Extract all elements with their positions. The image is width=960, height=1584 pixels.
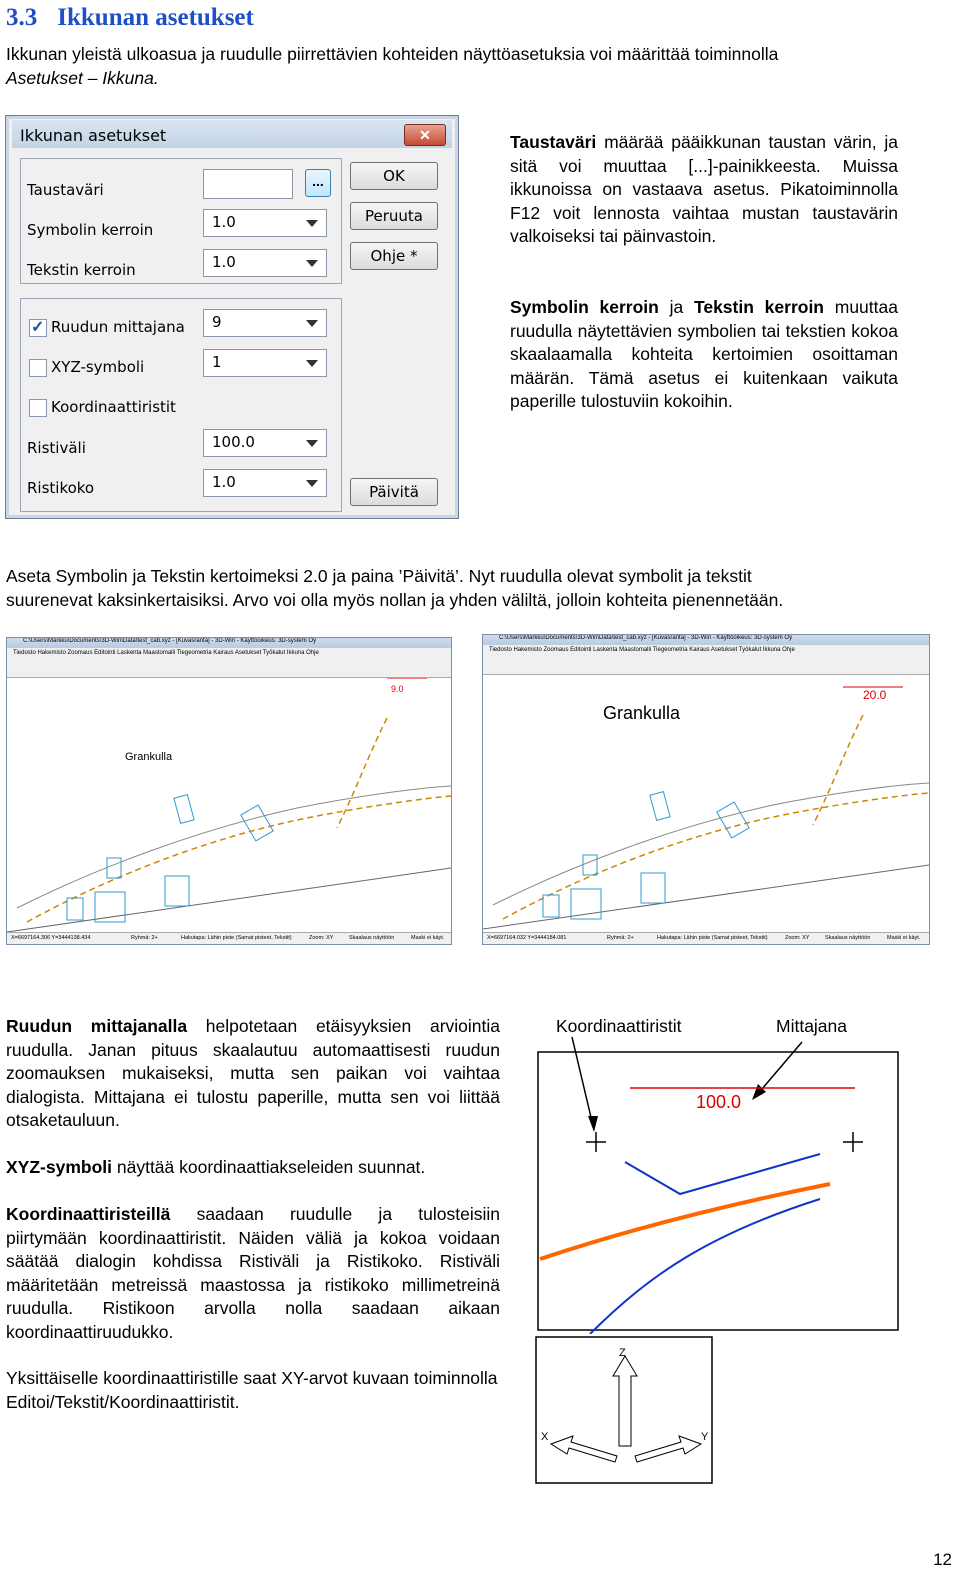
crosshair-figure xyxy=(530,1034,910,1334)
symbolin-kerroin-select[interactable] xyxy=(203,209,327,237)
status-zoom: Zoom: XY xyxy=(785,935,810,941)
app-toolbar[interactable] xyxy=(483,656,929,675)
section-number: 3.3 xyxy=(6,4,38,31)
ja-word: ja xyxy=(658,297,694,317)
building xyxy=(650,792,670,821)
chevron-down-icon xyxy=(306,220,318,227)
koordinaattiristit-paragraph xyxy=(6,1203,500,1344)
app-title: C:\Users\Markku\Documents\3D-Win\Data\test_cab.xyz - [Kuvasranta] - 3D-Win - Käyttöoikeus: 3D-system Oy xyxy=(23,638,317,644)
settings-dialog xyxy=(5,115,459,519)
ristivali-value: 100.0 xyxy=(212,433,255,451)
taustavari-term: Taustaväri xyxy=(510,132,597,152)
taustavari-desc: määrää pääikkunan taustan värin, ja sitä voi muuttaa [...]-painikkeesta. Muissa ikkunoissa on vastaava asetus. Pikatoiminnolla F12 voit lennosta vaihtaa mustan taustavärin valkoiseksi tai päinvastoin. xyxy=(510,132,898,246)
axis-x-label: X xyxy=(541,1431,549,1443)
xyz-desc: näyttää koordinaattiakseleiden suunnat. xyxy=(112,1157,426,1177)
app-titlebar xyxy=(483,635,929,645)
map-screenshot-after xyxy=(482,634,930,945)
symbolin-term: Symbolin kerroin xyxy=(510,297,659,317)
ristikoko-label: Ristikoko xyxy=(27,479,95,497)
building xyxy=(543,895,559,917)
road-edge xyxy=(483,865,929,929)
chevron-down-icon xyxy=(306,260,318,267)
building xyxy=(717,802,749,838)
road-line xyxy=(813,715,863,825)
status-mask: Maski ei käyt. xyxy=(411,935,445,941)
intro-line-2: Asetukset – Ikkuna. xyxy=(6,67,159,88)
section-title: Ikkunan asetukset xyxy=(57,4,254,31)
ristivali-select[interactable] xyxy=(203,429,327,457)
status-group: Ryhmä: 2+ xyxy=(131,935,158,941)
xyz-figure xyxy=(535,1336,715,1486)
axis-z-label: Z xyxy=(619,1347,626,1359)
section-heading xyxy=(6,4,254,32)
building xyxy=(174,795,194,824)
app-titlebar xyxy=(7,638,451,648)
map-place-label: Grankulla xyxy=(603,703,681,723)
axis-y-label: Y xyxy=(701,1431,709,1443)
xyz-paragraph xyxy=(6,1156,500,1180)
status-coords: X=6697164.306 Y=3444138.434 xyxy=(11,935,91,941)
display-group xyxy=(20,158,342,284)
browse-button[interactable]: ... xyxy=(305,169,331,197)
chevron-down-icon xyxy=(306,480,318,487)
scale-value: 100.0 xyxy=(696,1092,742,1112)
kerroin-paragraph xyxy=(510,296,898,414)
road-edge xyxy=(7,868,451,932)
app-title: C:\Users\Markku\Documents\3D-Win\Data\test_cab.xyz - [Kuvasranta] - 3D-Win - Käyttöoikeus: 3D-system Oy xyxy=(499,635,793,641)
map-screenshot-before xyxy=(6,637,452,945)
map-canvas[interactable] xyxy=(483,675,929,932)
app-statusbar xyxy=(7,932,451,944)
label-mittajana: Mittajana xyxy=(776,1016,848,1036)
road-line xyxy=(337,718,387,828)
map-scale-label: 9.0 xyxy=(391,684,404,694)
ruudun-mittajana-select[interactable] xyxy=(203,309,327,337)
chevron-down-icon xyxy=(306,360,318,367)
building xyxy=(67,898,83,920)
dialog-titlebar xyxy=(12,120,452,148)
ruudun-mittajana-value: 9 xyxy=(212,313,222,331)
taustavari-swatch[interactable] xyxy=(203,169,293,199)
symbolin-kerroin-label: Symbolin kerroin xyxy=(27,221,154,239)
symbolin-kerroin-value: 1.0 xyxy=(212,213,236,231)
taustavari-paragraph xyxy=(510,131,898,249)
status-zoom: Zoom: XY xyxy=(309,935,334,941)
instruction-line-1: Aseta Symbolin ja Tekstin kertoimeksi 2.0 ja paina ’Päivitä’. Nyt ruudulla olevat symbolit ja tekstit xyxy=(6,566,752,586)
app-menubar[interactable]: Tiedosto Hakemisto Zoomaus Editointi Laskenta Maastomalli Tiegeometria Kairaus Asetukset Työkalut Ikkuna Ohje xyxy=(7,648,451,659)
help-button[interactable]: Ohje * xyxy=(350,242,438,270)
building xyxy=(583,855,597,875)
status-coords: X=6697164.032 Y=3444184.081 xyxy=(487,935,567,941)
intro-line-1: Ikkunan yleistä ulkoasua ja ruudulle piirrettävien kohteiden näyttöasetuksia voi määrittää toiminnolla xyxy=(6,44,779,64)
yksittainen-paragraph: Yksittäiselle koordinaattiristille saat XY-arvot kuvaan toiminnolla Editoi/Tekstit/Koordinaattiristit. xyxy=(6,1368,498,1412)
status-mask: Maski ei käyt. xyxy=(887,935,921,941)
ristikoko-select[interactable] xyxy=(203,469,327,497)
xyz-term: XYZ-symboli xyxy=(6,1157,112,1177)
page-number: 12 xyxy=(933,1550,952,1569)
xyz-symboli-label: XYZ-symboli xyxy=(51,358,145,376)
intro-paragraph xyxy=(6,43,956,90)
label-koordinaattiristit: Koordinaattiristit xyxy=(556,1016,682,1036)
close-icon[interactable]: ✕ xyxy=(404,124,446,146)
app-menubar[interactable]: Tiedosto Hakemisto Zoomaus Editointi Laskenta Maastomalli Tiegeometria Kairaus Asetukset Työkalut Ikkuna Ohje xyxy=(483,645,929,656)
chevron-down-icon xyxy=(306,440,318,447)
app-toolbar[interactable] xyxy=(7,659,451,678)
mittajana-desc: helpotetaan etäisyyksien arviointia ruudulla. Janan pituus skaalautuu automaattisesti ruudun zoomauksen mukaiseksi, mutta sen paikan voi vaihtaa dialogista. Mittajana ei tulostu paperille, mutta sen voi liittää otsaketauluun. xyxy=(6,1016,500,1130)
kerroin-desc: muuttaa ruudulla näytettävien symbolien tai tekstien kokoa skaalaamalla kohteita kertoimien osoittaman määrän. Tämä asetus ei kuitenkaan vaikuta paperille tulostuviin kokoihin. xyxy=(510,297,898,411)
tekstin-kerroin-label: Tekstin kerroin xyxy=(27,261,136,279)
road-line xyxy=(503,793,929,919)
koordinaattiristit-desc: saadaan ruudulle ja tulosteisiin piirtymään koordinaattiristit. Näiden väliä ja kokoa voidaan säätää dialogin kohdissa Ristiväli ja Ristikoko. Ristiväli määritetään metreissä maastossa ja ristikoko millimetreinä ruudulla. Ristikoon arvolla nolla saadaan aikaan koordinaattiruudukko. xyxy=(6,1204,500,1342)
update-button[interactable]: Päivitä xyxy=(350,478,438,506)
xyz-symboli-checkbox[interactable] xyxy=(29,359,47,377)
building xyxy=(107,858,121,878)
koordinaattiristit-term: Koordinaattiristeillä xyxy=(6,1204,171,1224)
building xyxy=(165,876,189,906)
instruction-line-2: suurenevat kaksinkertaisiksi. Arvo voi olla myös nollan ja yhden väliltä, jolloin kohteita pienennetään. xyxy=(6,589,784,610)
koordinaattiristit-checkbox[interactable] xyxy=(29,399,47,417)
instruction-paragraph xyxy=(6,565,956,612)
check-icon: ✓ xyxy=(31,319,45,336)
map-canvas[interactable] xyxy=(7,678,451,932)
tekstin-term: Tekstin kerroin xyxy=(693,297,824,317)
map-place-label: Grankulla xyxy=(125,751,173,763)
building xyxy=(641,873,665,903)
tekstin-kerroin-value: 1.0 xyxy=(212,253,236,271)
status-scale: Skaalaus näyttöön xyxy=(825,935,871,941)
map-scale-label: 20.0 xyxy=(863,688,887,702)
status-search: Hakutapa: Lähin piste (Samat pisteet, Tekstit) xyxy=(181,935,292,941)
status-scale: Skaalaus näyttöön xyxy=(349,935,395,941)
cancel-button[interactable]: Peruuta xyxy=(350,202,438,230)
chevron-down-icon xyxy=(306,320,318,327)
ruudun-mittajana-label: Ruudun mittajana xyxy=(51,318,185,336)
app-statusbar xyxy=(483,932,929,944)
status-search: Hakutapa: Lähin piste (Samat pisteet, Tekstit) xyxy=(657,935,768,941)
koordinaattiristit-label: Koordinaattiristit xyxy=(51,398,176,416)
ristikoko-value: 1.0 xyxy=(212,473,236,491)
tekstin-kerroin-select[interactable] xyxy=(203,249,327,277)
xyz-symboli-value: 1 xyxy=(212,353,222,371)
mittajana-paragraph xyxy=(6,1015,500,1133)
road-line xyxy=(27,796,451,922)
ok-button[interactable]: OK xyxy=(350,162,438,190)
building xyxy=(241,805,273,841)
ristivali-label: Ristiväli xyxy=(27,439,86,457)
dialog-title: Ikkunan asetukset xyxy=(20,126,167,145)
taustavari-label: Taustaväri xyxy=(27,181,104,199)
status-group: Ryhmä: 2+ xyxy=(607,935,634,941)
road-edge xyxy=(17,786,451,908)
ruudun-mittajana-checkbox[interactable] xyxy=(29,319,47,337)
grid-group xyxy=(20,298,342,512)
mittajana-term: Ruudun mittajanalla xyxy=(6,1016,188,1036)
xyz-symboli-select[interactable] xyxy=(203,349,327,377)
